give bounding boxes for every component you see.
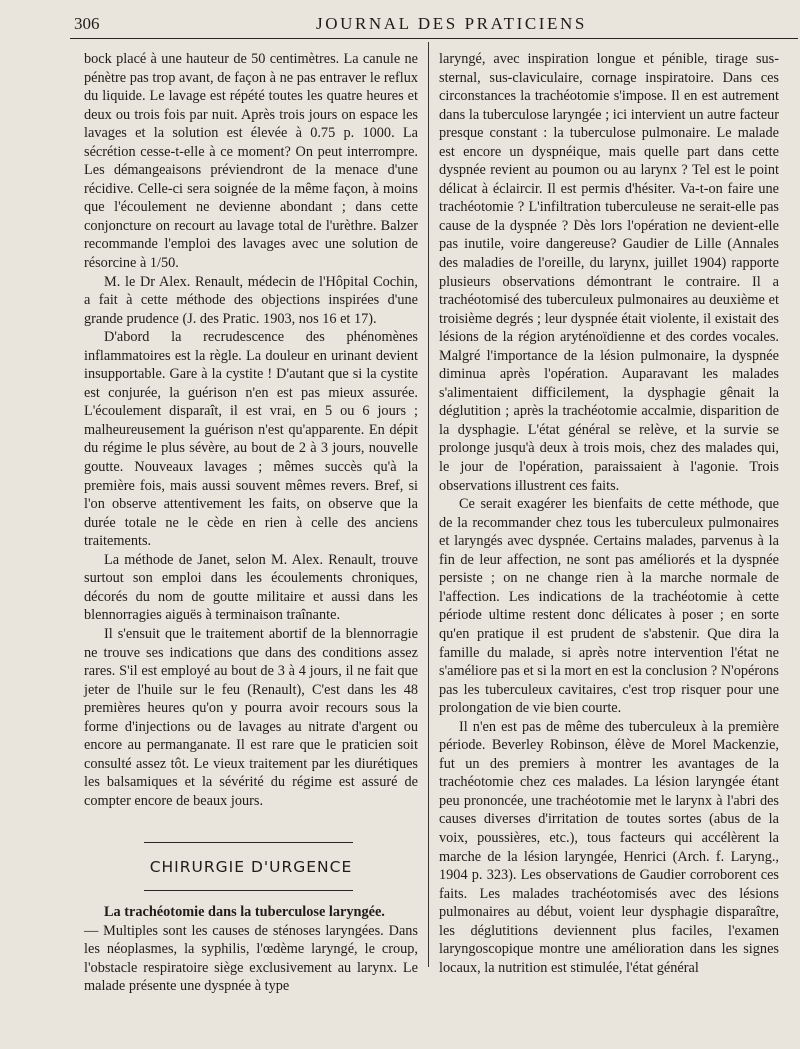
article-title: La trachéotomie dans la tuberculose laryngée. <box>104 903 385 920</box>
column-divider <box>428 42 429 967</box>
right-column <box>439 50 779 977</box>
paragraph: Il n'en est pas de même des tuberculeux à la première période. Beverley Robinson, élève de Morel Mackenzie, fut un des premiers à montrer les avantages de la trachéotomie chez ces malades. La lésion laryngée étant peu prononcée, une trachéotomie met le larynx à l'abri des causes diverses d'irritation de toutes sortes (abus de la voix, poussières, etc.), tous facteurs qui accélèrent la marche de la lésion laryngée, Henrici (Arch. f. Laryng., 1904 p. 323). Les observations de Gaudier corroborent ces faits. Les malades trachéotomisés avec des lésions pulmonaires au début, voient leur dysphagie disparaître, les déglutitions deviennent plus faciles, l'examen laryngoscopique montre une amélioration dans les signes locaux, la nutrition est stimulée, l'état général <box>439 718 779 976</box>
paragraph: Ce serait exagérer les bienfaits de cette méthode, que de la recommander chez tous les tuberculeux pulmonaires et laryngés avec dyspnée. Certains malades, parvenus à la fin de leur affection, ne sont pas améliorés et la dyspnée persiste ; on ne change rien à la marche normale de l'affection. Les indications de la trachéotomie à cette période ultime restent donc délicates à poser ; en sorte qu'en pratique il est prudent de s'abstenir. Que dira la famille du malade, si après notre intervention l'état ne s'améliore pas et si la mort en est la conclusion ? N'opérons pas les tuberculeux cavitaires, c'est trop risquer pour une prolongation de vie bien courte. <box>439 496 779 717</box>
paragraph: Il s'ensuit que le traitement abortif de la blennorragie ne trouve ses indications que dans des conditions assez rares. S'il est employé au bout de 3 à 4 jours, il ne fait que jeter de l'huile sur le feu (Renault), C'est dans les 48 premières heures qu'on y pourra avoir recours sous la forme d'injections ou de lavages au nitrate d'argent ou encore au permanganate. Il est rare que le praticien soit consulté assez tôt. Le vieux traitement par les diurétiques les balsamiques et la sévérité du régime est assuré de compter encore de beaux jours. <box>84 625 418 809</box>
paragraph: bock placé à une hauteur de 50 centimètres. La canule ne pénètre pas trop avant, de façon à ne pas entraver le reflux du liquide. Le lavage est répété toutes les quatre heures et deux ou trois fois par nuit. Après trois jours on espace les lavages et la solution est élevée à 0.75 p. 1000. La sécrétion cesse-t-elle à ce moment? On peut interrompre. Les démangeaisons préviendront de la menace d'une récidive. Celle-ci sera soignée de la même façon, à moins que l'écoulement ne devienne abondant ; dans cette conjoncture on recourt au lavage total de l'urèthre. Balzer recommande l'emploi des lavages avec une solution de résorcine à 1/50. <box>84 51 418 272</box>
paragraph: D'abord la recrudescence des phénomènes inflammatoires est la règle. La douleur en urinant devient insupportable. Gare à la cystite ! D'autant que si la cystite est conjurée, la guérison n'en est pas mieux assurée. L'écoulement disparaît, il est vrai, en 5 ou 6 jours ; malheureusement la guérison n'est qu'apparente. En dépit du régime le plus sévère, au bout de 2 à 3 jours, nouvelle goutte. Nouveaux lavages ; mêmes succès qu'à la première fois, mais aussi souvent mêmes revers. Bref, si l'on observe attentivement les faits, on observe que la durée totale ne le cède en rien à celle des anciens traitements. <box>84 329 418 550</box>
section-title: CHIRURGIE D'URGENCE <box>84 842 418 877</box>
article-lead <box>84 903 418 922</box>
paragraph: M. le Dr Alex. Renault, médecin de l'Hôpital Cochin, a fait à cette méthode des objections inspirées d'une grande prudence (J. des Pratic. 1903, nos 16 et 17). <box>84 273 418 327</box>
page-number: 306 <box>74 14 100 33</box>
left-column <box>84 50 418 996</box>
paragraph: — Multiples sont les causes de sténoses laryngées. Dans les néoplasmes, la syphilis, l'œdème laryngé, le croup, l'obstacle respiratoire siège exclusivement au larynx. Le malade présente une dyspnée à type <box>84 922 418 995</box>
paragraph: La méthode de Janet, selon M. Alex. Renault, trouve surtout son emploi dans les écoulements chroniques, décorés du nom de goutte militaire et aussi dans les blennorragies aiguës à terminaison traînante. <box>84 551 418 624</box>
paragraph: laryngé, avec inspiration longue et pénible, tirage sus-sternal, sus-claviculaire, cornage inspiratoire. Dans ces circonstances la trachéotomie s'impose. Il en est autrement dans la tuberculose laryngée ; ici intervient un autre facteur presque constant : la tuberculose pulmonaire. Le malade est encore un dyspnéique, mais quelle part dans cette dyspnée revient au poumon ou au larynx ? Tel est le point délicat à éclaircir. Il est permis d'hésiter. Va-t-on faire une trachéotomie ? L'infiltration tuberculeuse ne serait-elle pas cause de la dyspnée ? Dès lors l'opération ne devient-elle pas inutile, voire dangereuse? Gaudier de Lille (Annales des maladies de l'oreille, du larynx, juillet 1904) rapporte plusieurs observations démontrant le contraire. Il a trachéotomisé des tuberculeux pulmonaires au deuxième et troisième degrés ; leur dyspnée était violente, il existait des lésions de la région aryténoïdienne et des cordes vocales. Malgré l'importance de la lésion pulmonaire, la dyspnée diminua après l'opération. Auparavant les malades s'alimentaient difficilement, la dysphagie gênait la déglutition ; après la trachéotomie accalmie, disparition de la dysphagie. L'état général se relève, et la survie se prolonge jusqu'à deux à trois mois, chez des malades qui, le jour de l'opération, paraissaient à l'agonie. Trois observations illustrent ces faits. <box>439 51 779 494</box>
page-header <box>70 10 798 39</box>
running-title: JOURNAL DES PRATICIENS <box>316 14 587 33</box>
